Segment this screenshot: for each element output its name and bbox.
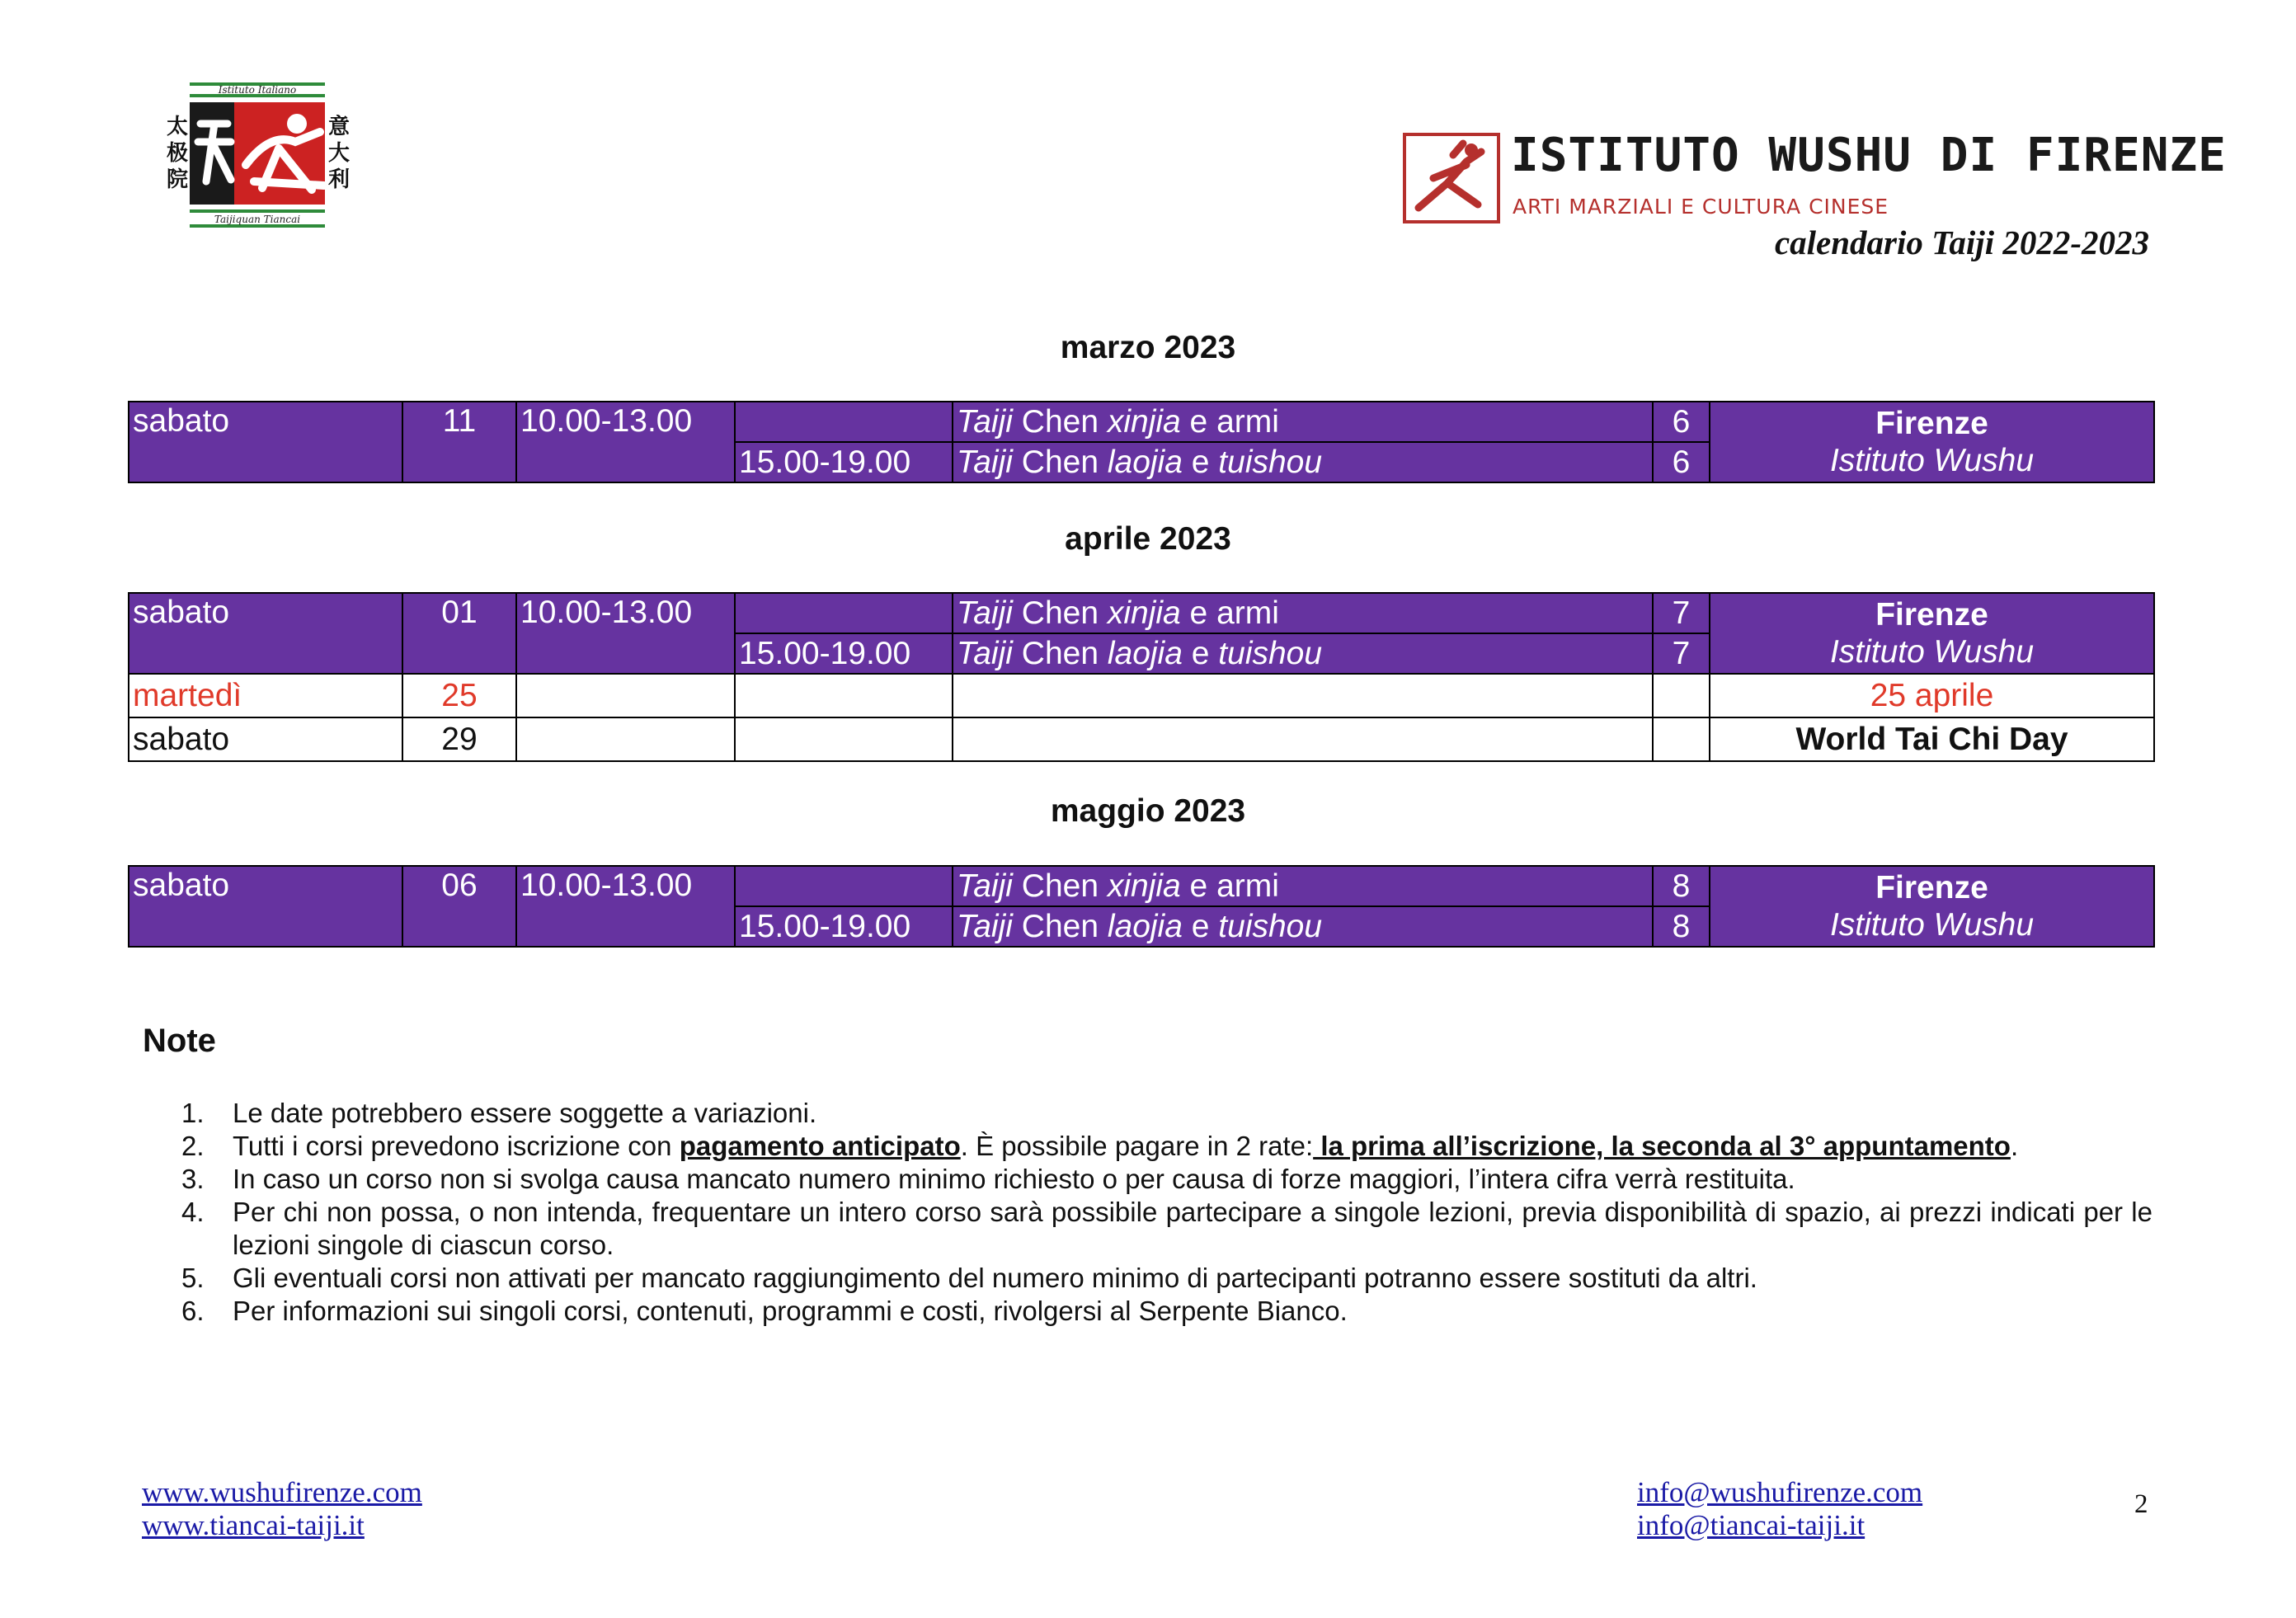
empty-cell bbox=[1653, 674, 1710, 717]
month-title-maggio: maggio 2023 bbox=[1050, 793, 1246, 829]
empty-cell bbox=[1653, 717, 1710, 761]
empty-cell bbox=[516, 717, 735, 761]
time-cell: 10.00-13.00 bbox=[516, 593, 735, 674]
list-item: 1. Le date potrebbero essere soggette a variazioni. bbox=[181, 1098, 817, 1128]
schedule-table-marzo bbox=[128, 401, 2155, 483]
course-cell: Taiji Chen laojia e tuishou bbox=[953, 442, 1653, 482]
empty-cell bbox=[953, 674, 1653, 717]
session-number-cell: 8 bbox=[1653, 866, 1710, 906]
empty-cell bbox=[735, 866, 953, 906]
footer-emails bbox=[1637, 1476, 1922, 1542]
time-cell: 15.00-19.00 bbox=[735, 906, 953, 947]
date-cell: 11 bbox=[402, 402, 516, 482]
location-cell: Firenze Istituto Wushu bbox=[1710, 593, 2154, 674]
day-cell: sabato bbox=[129, 717, 402, 761]
schedule-table-aprile bbox=[128, 592, 2155, 762]
empty-cell bbox=[516, 674, 735, 717]
website-link-wushufirenze[interactable]: www.wushufirenze.com bbox=[142, 1476, 422, 1508]
time-cell: 10.00-13.00 bbox=[516, 866, 735, 947]
empty-cell bbox=[735, 593, 953, 633]
schedule-table-maggio bbox=[128, 865, 2155, 948]
logo-char-r1: 意 bbox=[328, 115, 351, 139]
logo-char-l1: 太 bbox=[167, 115, 189, 139]
footer-websites bbox=[142, 1476, 422, 1542]
website-link-tiancai[interactable]: www.tiancai-taiji.it bbox=[142, 1509, 365, 1541]
day-cell: martedì bbox=[129, 674, 402, 717]
list-item: 3. In caso un corso non si svolga causa mancato numero minimo richiesto o per causa di forze maggiori, l’intera cifra verrà restituita. bbox=[181, 1164, 1795, 1194]
logo-char-l2: 极 bbox=[167, 141, 189, 166]
logo-char-r3: 利 bbox=[328, 167, 351, 192]
time-cell: 15.00-19.00 bbox=[735, 442, 953, 482]
day-cell: sabato bbox=[129, 593, 402, 674]
date-cell: 06 bbox=[402, 866, 516, 947]
calendar-title: calendario Taiji 2022-2023 bbox=[1774, 223, 2149, 261]
session-number-cell: 6 bbox=[1653, 442, 1710, 482]
course-cell: Taiji Chen laojia e tuishou bbox=[953, 906, 1653, 947]
list-item: 2. Tutti i corsi prevedono iscrizione con pagamento anticipato. È possibile pagare in 2 rate: la prima all’iscrizione, la seconda al 3° appuntamento. bbox=[181, 1131, 2019, 1161]
email-link-wushufirenze[interactable]: info@wushufirenze.com bbox=[1637, 1476, 1923, 1508]
location-cell: Firenze Istituto Wushu bbox=[1710, 402, 2154, 482]
table-row bbox=[129, 717, 2154, 761]
course-cell: Taiji Chen laojia e tuishou bbox=[953, 633, 1653, 674]
location-cell: Firenze Istituto Wushu bbox=[1710, 866, 2154, 947]
day-cell: sabato bbox=[129, 866, 402, 947]
date-cell: 01 bbox=[402, 593, 516, 674]
logo-bottom-text: Taijiquan Tiancai bbox=[214, 214, 301, 225]
session-number-cell: 8 bbox=[1653, 906, 1710, 947]
taijiquan-tiancai-logo bbox=[155, 82, 360, 229]
list-item: 5. Gli eventuali corsi non attivati per mancato raggiungimento del numero minimo di partecipanti potranno essere sostituti da altri. bbox=[181, 1263, 1757, 1293]
date-cell: 29 bbox=[402, 717, 516, 761]
course-cell: Taiji Chen xinjia e armi bbox=[953, 402, 1653, 442]
table-row bbox=[129, 866, 2154, 906]
month-title-marzo: marzo 2023 bbox=[1060, 330, 1236, 365]
course-cell: Taiji Chen xinjia e armi bbox=[953, 593, 1653, 633]
logo-char-l3: 院 bbox=[167, 167, 189, 192]
list-item: 6. Per informazioni sui singoli corsi, contenuti, programmi e costi, rivolgersi al Serpente Bianco. bbox=[181, 1296, 1348, 1326]
time-cell: 10.00-13.00 bbox=[516, 402, 735, 482]
empty-cell bbox=[735, 674, 953, 717]
table-row bbox=[129, 402, 2154, 442]
page-number: 2 bbox=[2134, 1489, 2148, 1519]
brand-subtitle: ARTI MARZIALI E CULTURA CINESE bbox=[1513, 195, 1889, 219]
holiday-note-cell: 25 aprile bbox=[1710, 674, 2154, 717]
empty-cell bbox=[735, 402, 953, 442]
day-cell: sabato bbox=[129, 402, 402, 482]
session-number-cell: 6 bbox=[1653, 402, 1710, 442]
session-number-cell: 7 bbox=[1653, 633, 1710, 674]
table-row bbox=[129, 674, 2154, 717]
logo-char-r2: 大 bbox=[328, 141, 351, 166]
notes-list bbox=[181, 1097, 2152, 1328]
session-number-cell: 7 bbox=[1653, 593, 1710, 633]
month-title-aprile: aprile 2023 bbox=[1065, 521, 1231, 557]
notes-title: Note bbox=[143, 1023, 216, 1059]
email-link-tiancai[interactable]: info@tiancai-taiji.it bbox=[1637, 1509, 1866, 1541]
time-cell: 15.00-19.00 bbox=[735, 633, 953, 674]
empty-cell bbox=[735, 717, 953, 761]
logo-top-text: Istituto Italiano bbox=[218, 84, 297, 96]
course-cell: Taiji Chen xinjia e armi bbox=[953, 866, 1653, 906]
event-note-cell: World Tai Chi Day bbox=[1710, 717, 2154, 761]
wushu-firenze-logo bbox=[1402, 132, 1501, 224]
list-item: 4. Per chi non possa, o non intenda, frequentare un intero corso sarà possibile partecipare a singole lezioni, previa disponibilità di spazio, ai prezzi indicati per le lezioni singole di ciascun corso. bbox=[181, 1197, 2152, 1260]
brand-title: ISTITUTO WUSHU DI FIRENZE bbox=[1511, 129, 2227, 182]
empty-cell bbox=[953, 717, 1653, 761]
table-row bbox=[129, 593, 2154, 633]
date-cell: 25 bbox=[402, 674, 516, 717]
